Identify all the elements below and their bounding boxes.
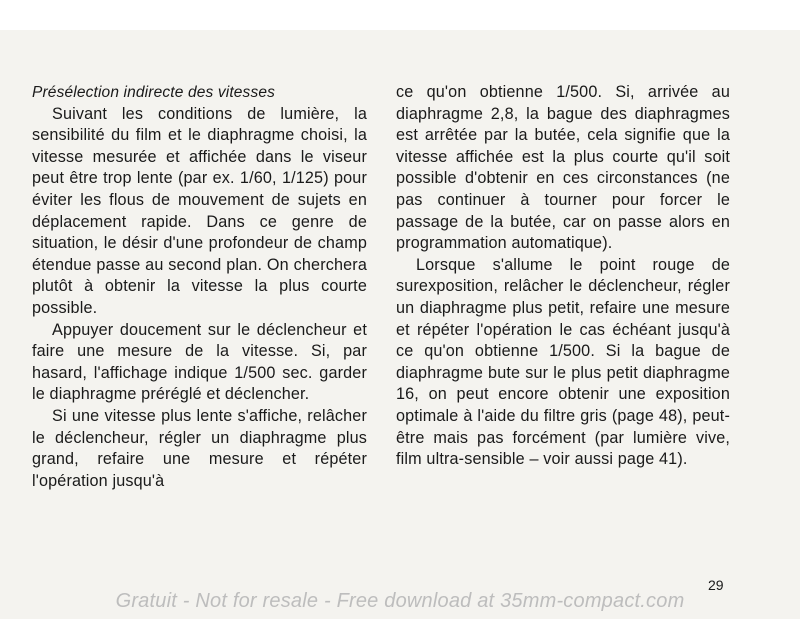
section-heading: Présélection indirecte des vitesses	[32, 84, 276, 101]
page-number: 29	[708, 577, 724, 593]
left-column	[32, 82, 367, 492]
paragraph-slower-speed: Si une vitesse plus lente s'affiche, relâcher le déclencheur, régler un diaphragme plus grand, refaire une mesure et répéter l'opération jusqu'à	[32, 406, 367, 490]
watermark: Gratuit - Not for resale - Free download at 35mm-compact.com	[115, 590, 685, 612]
paragraph-continuation: ce qu'on obtienne 1/500. Si, arrivée au diaphragme 2,8, la bague des diaphragmes est arrêtée par la butée, cela signifie que la vitesse affichée est la plus courte qu'il soit possible d'obtenir en ces circonstances (ne pas continuer à tourner pour forcer le passage de la butée, car on passe alors en programmation automatique).	[396, 83, 730, 253]
paragraph-light-conditions: Suivant les conditions de lumière, la sensibilité du film et le diaphragme choisi, la vitesse mesurée et affichée dans le viseur peut être trop lente (par ex. 1/60, 1/125) pour éviter les flous de mouvement de sujets en déplacement rapide. Dans ce genre de situation, le désir d'une profondeur de champ étendue passe au second plan. On cherchera plutôt à obtenir la vitesse la plus courte possible.	[32, 104, 367, 317]
paragraph-press-release: Appuyer doucement sur le déclencheur et faire une mesure de la vitesse. Si, par hasard, l'affichage indique 1/500 sec. garder le diaphragme préréglé et déclencher.	[32, 320, 367, 404]
right-column	[396, 82, 730, 471]
paragraph-overexposure: Lorsque s'allume le point rouge de surexposition, relâcher le déclencheur, régler un diaphragme plus petit, refaire une mesure et répéter l'opération le cas échéant jusqu'à ce qu'on obtienne 1/500. Si la bague de diaphragme bute sur le plus petit diaphragme 16, on peut encore obtenir une exposition optimale à l'aide du filtre gris (page 48), peut-être mais pas forcément (par lumière vive, film ultra-sensible – voir aussi page 41).	[396, 255, 730, 469]
